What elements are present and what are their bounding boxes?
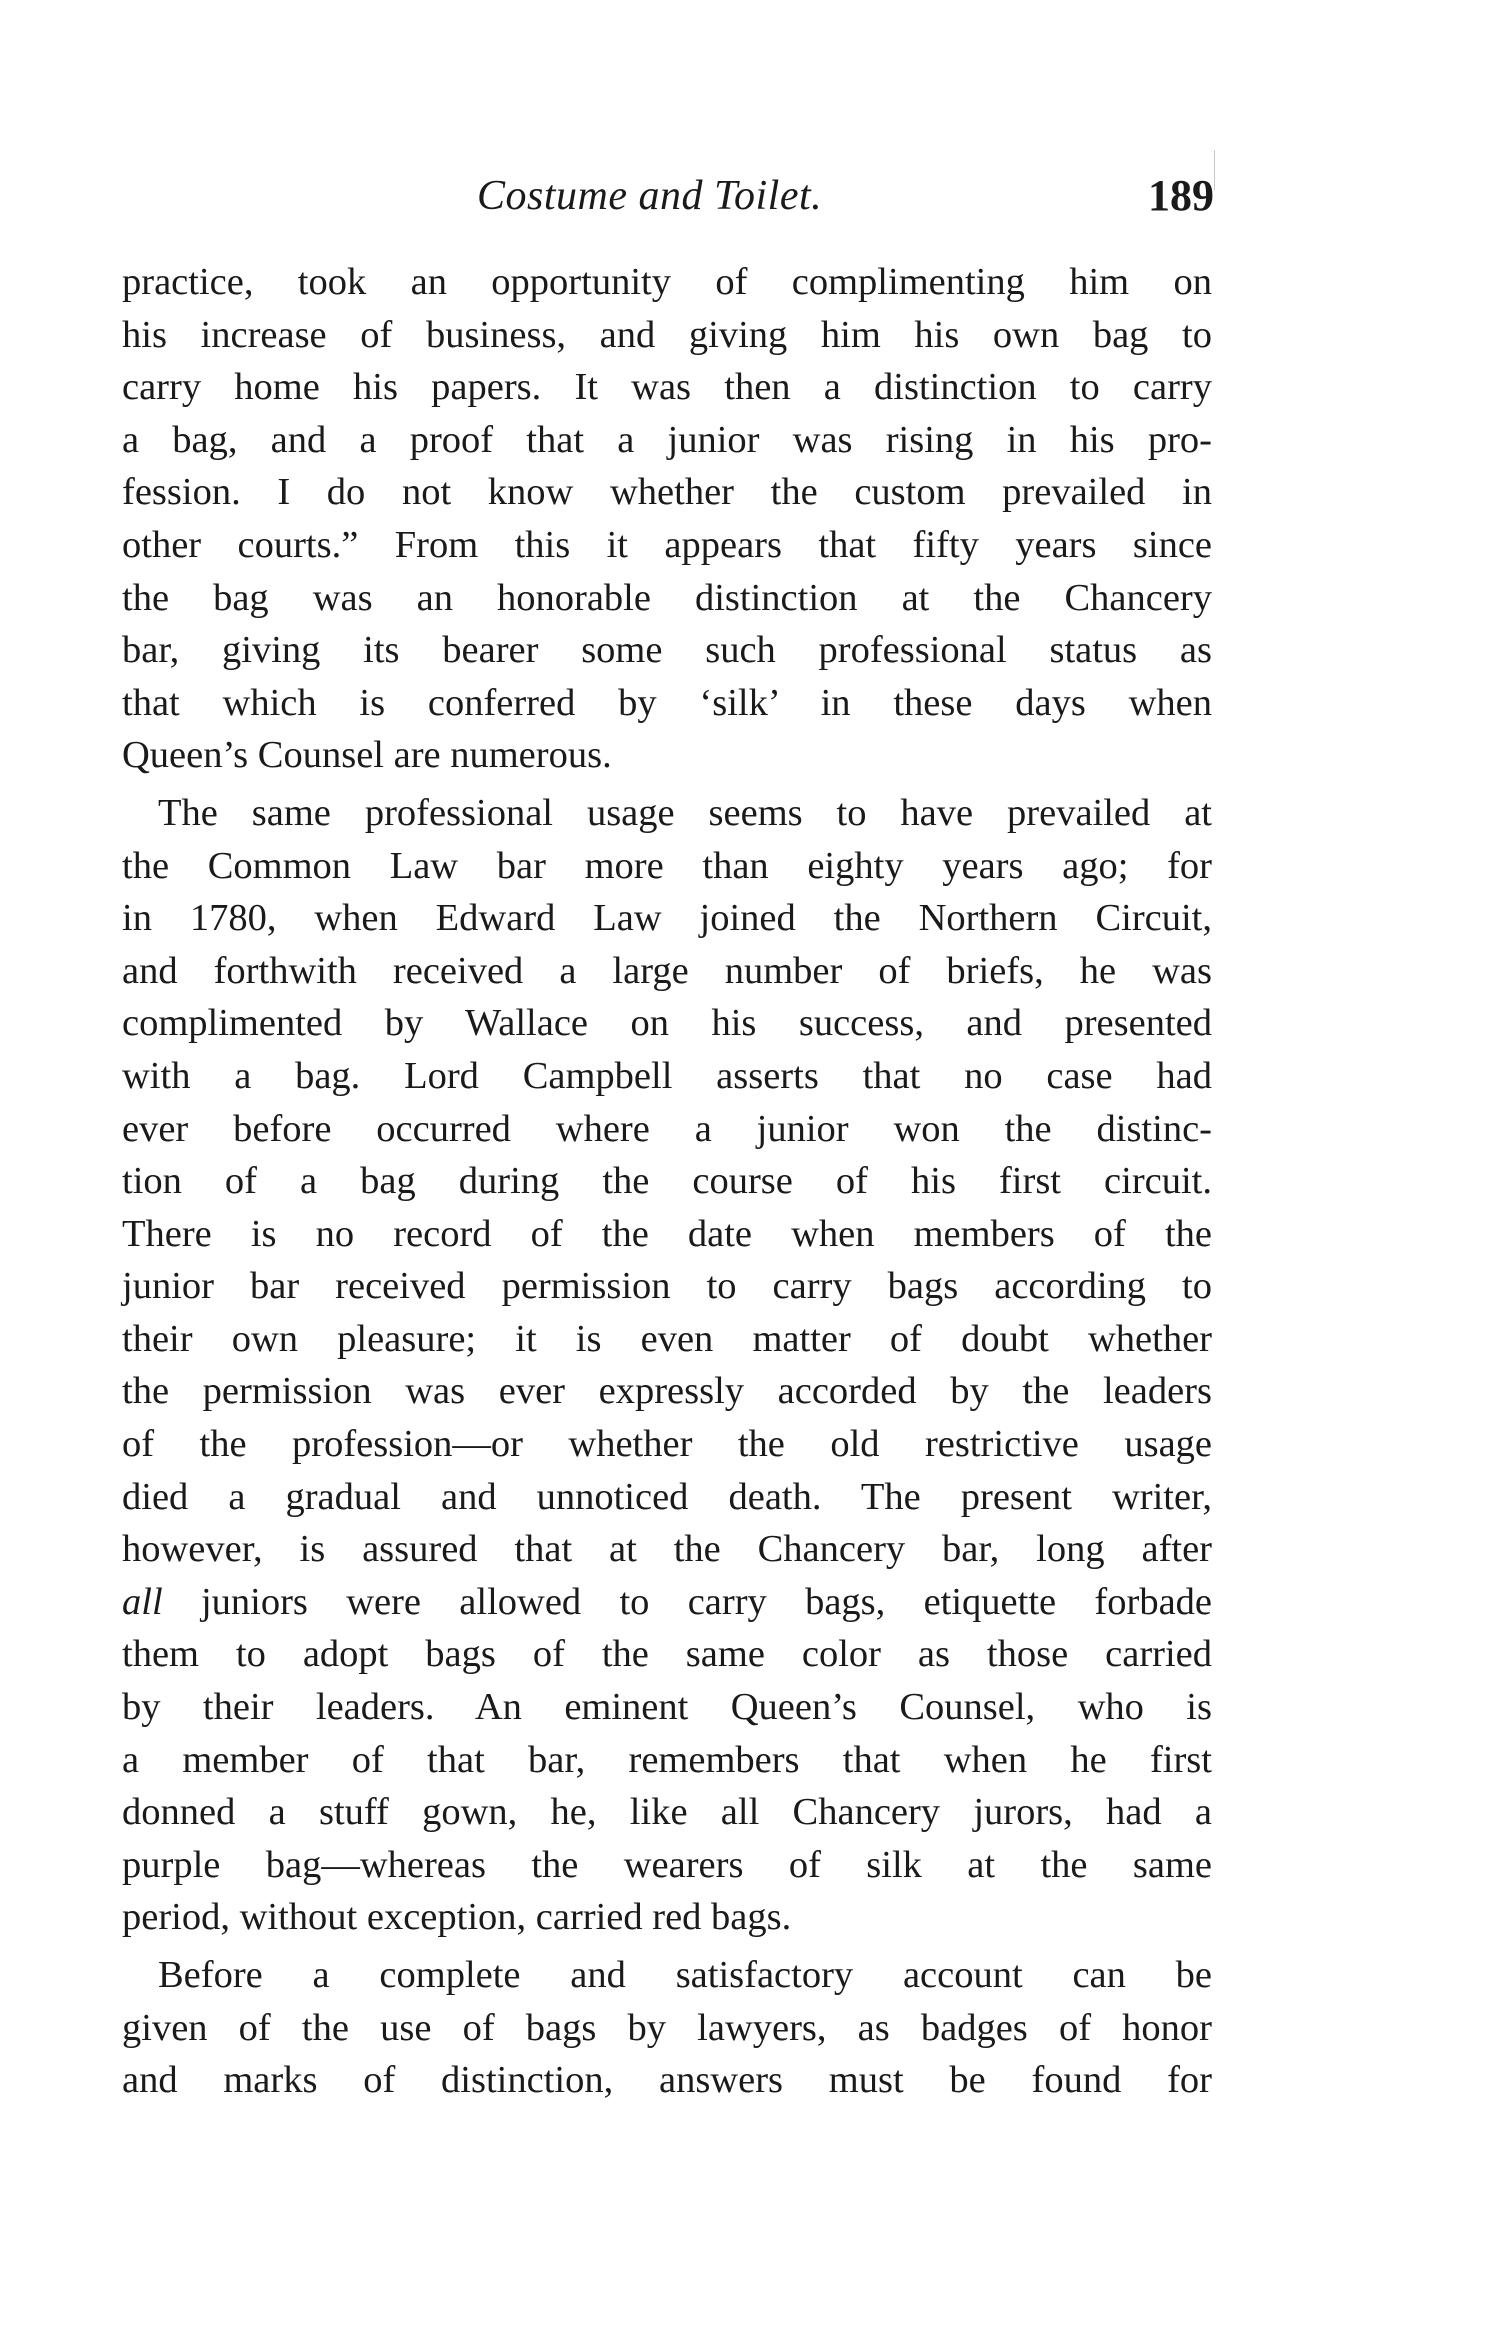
text-line: other courts.” From this it appears that fifty years since: [122, 523, 1212, 566]
text-line: them to adopt bags of the same color as those carried: [122, 1633, 1212, 1676]
paragraph-3: [122, 1949, 1212, 2107]
italic-emphasis: all: [122, 1580, 163, 1623]
text-line: died a gradual and unnoticed death. The present writer,: [122, 1475, 1212, 1518]
text-line: with a bag. Lord Campbell asserts that no case had: [122, 1054, 1212, 1097]
text-line-with-italic: all juniors were allowed to carry bags, etiquette forbade: [122, 1580, 1212, 1623]
text-line: a member of that bar, remembers that when he first: [122, 1738, 1212, 1781]
text-line: purple bag—whereas the wearers of silk at the same: [122, 1843, 1212, 1886]
text-line: donned a stuff gown, he, like all Chancery jurors, had a: [122, 1791, 1212, 1834]
page-header: [124, 168, 1214, 228]
text-line: fession. I do not know whether the custom prevailed in: [122, 471, 1212, 514]
text-line: by their leaders. An eminent Queen’s Counsel, who is: [122, 1686, 1212, 1729]
text-line: The same professional usage seems to have prevailed at: [158, 791, 1212, 834]
text-line: however, is assured that at the Chancery bar, long after: [122, 1528, 1212, 1571]
text-line: tion of a bag during the course of his first circuit.: [122, 1160, 1212, 1203]
text-line: junior bar received permission to carry bags according to: [122, 1265, 1212, 1308]
text-line: and marks of distinction, answers must be found for: [122, 2059, 1212, 2102]
text-line: the permission was ever expressly accorded by the leaders: [122, 1370, 1212, 1413]
text-line: given of the use of bags by lawyers, as badges of honor: [122, 2006, 1212, 2049]
text-line: the bag was an honorable distinction at the Chancery: [122, 576, 1212, 619]
page-number: 189: [1148, 171, 1214, 220]
text-line: practice, took an opportunity of complimenting him on: [122, 261, 1212, 303]
text-line: ever before occurred where a junior won the distinc-: [122, 1107, 1212, 1150]
text-line: that which is conferred by ‘silk’ in these days when: [122, 681, 1212, 724]
text-line: Before a complete and satisfactory account can be: [158, 1954, 1212, 1996]
text-line: carry home his papers. It was then a distinction to carry: [122, 366, 1212, 409]
text-line: a bag, and a proof that a junior was rising in his pro-: [122, 418, 1212, 461]
text-line: the Common Law bar more than eighty years ago; for: [122, 844, 1212, 887]
text-line: period, without exception, carried red bags.: [122, 1896, 792, 1939]
text-line: their own pleasure; it is even matter of doubt whether: [122, 1317, 1212, 1360]
running-title: Costume and Toilet.: [477, 173, 823, 219]
text-line: his increase of business, and giving him his own bag to: [122, 313, 1212, 356]
body-text: [122, 256, 1212, 2107]
paragraph-2: [122, 787, 1212, 1944]
text-line: of the profession—or whether the old restrictive usage: [122, 1423, 1212, 1466]
text-line: and forthwith received a large number of briefs, he was: [122, 949, 1212, 992]
text-line: complimented by Wallace on his success, and presented: [122, 1002, 1212, 1045]
text-line: in 1780, when Edward Law joined the Northern Circuit,: [122, 897, 1212, 940]
text-line: bar, giving its bearer some such professional status as: [122, 629, 1212, 672]
text-line: There is no record of the date when members of the: [122, 1212, 1212, 1255]
paragraph-1: [122, 256, 1212, 782]
scan-gutter-mark: [1214, 150, 1215, 190]
text-line: Queen’s Counsel are numerous.: [122, 734, 612, 777]
